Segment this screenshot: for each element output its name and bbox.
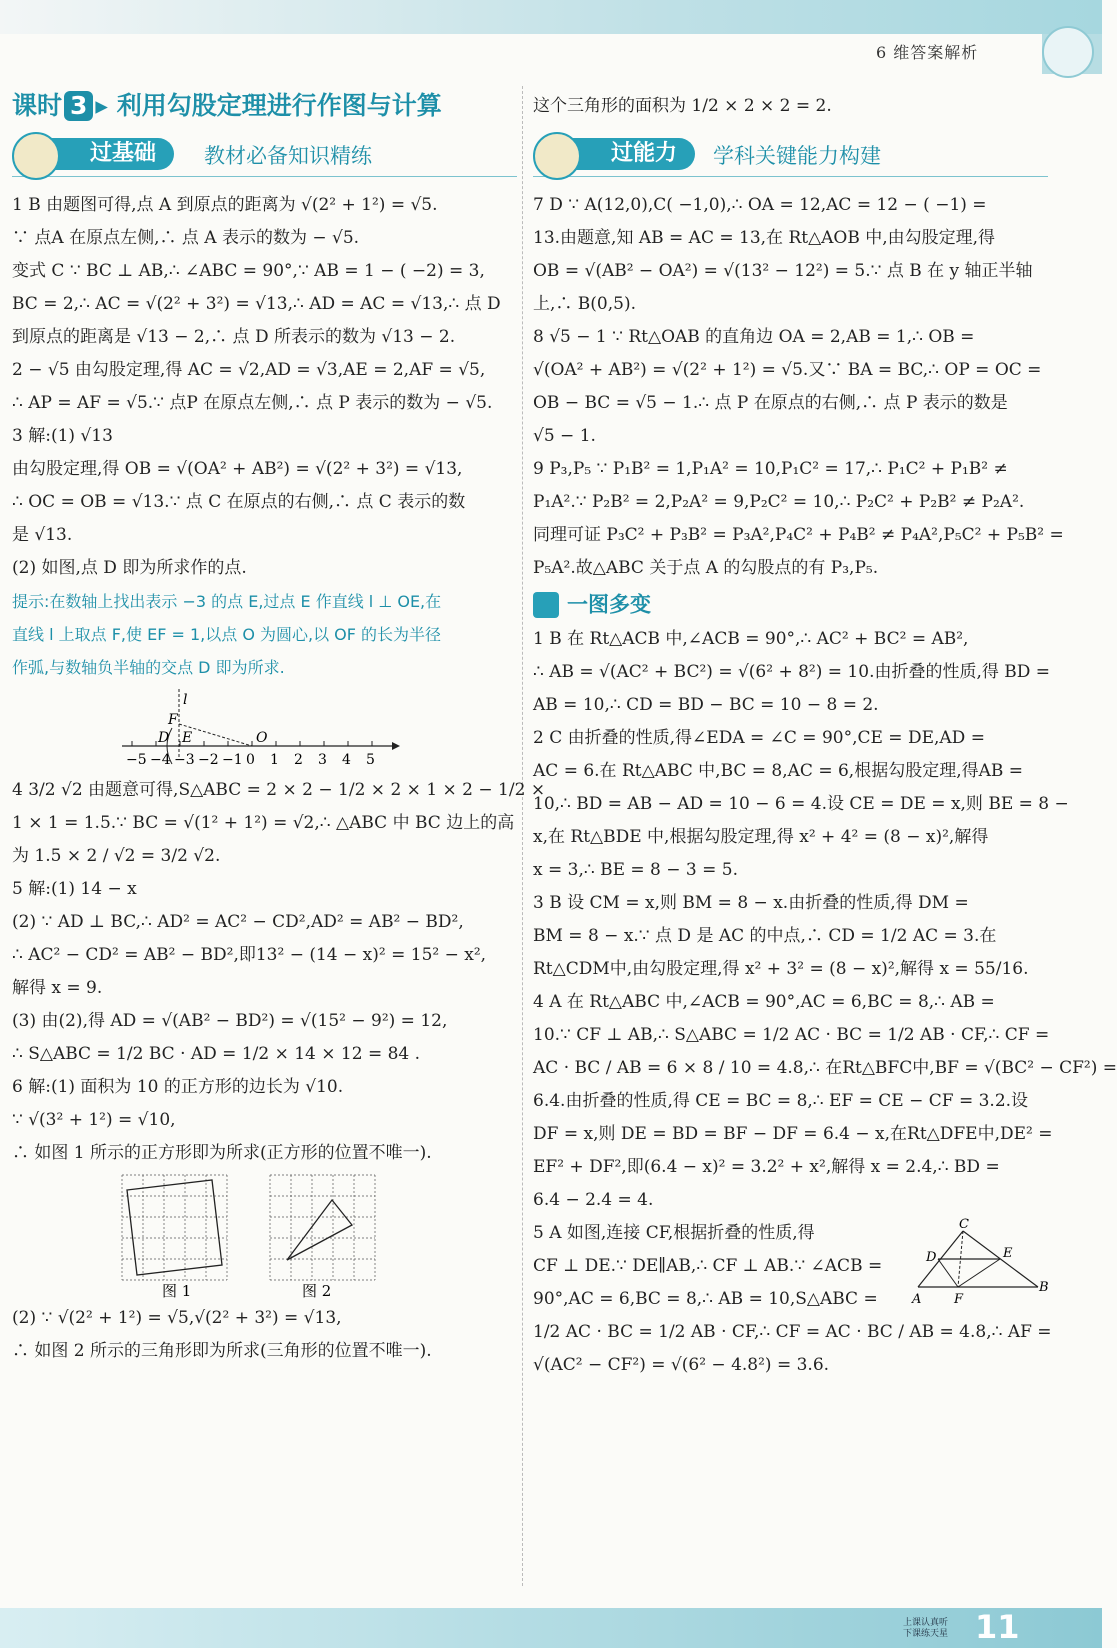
answer-line: 6 解:(1) 面积为 10 的正方形的边长为 √10. bbox=[12, 1077, 344, 1097]
label-e: E bbox=[182, 730, 193, 746]
footer-slogan-line1: 上课认真听 bbox=[903, 1618, 949, 1628]
segment-df bbox=[938, 1259, 958, 1287]
answer-line: P₁A².∵ P₂B² = 2,P₂A² = 9,P₂C² = 10,∴ P₂C² + P₂B² ≠ P₂A². bbox=[533, 492, 1025, 512]
section-ability-subtitle: 学科关键能力构建 bbox=[713, 144, 881, 168]
label-e: E bbox=[1003, 1246, 1013, 1261]
answer-line: 1 B 由题图可得,点 A 到原点的距离为 √(2² + 1²) = √5. bbox=[12, 195, 438, 215]
answer-line: ∴ 如图 2 所示的三角形即为所求(三角形的位置不唯一). bbox=[12, 1341, 432, 1361]
right-answers-block-1 bbox=[533, 189, 1064, 585]
answer-line: ∴ AP = AF = √5.∵ 点P 在原点左侧,∴ 点 P 表示的数为 − √5. bbox=[12, 393, 493, 413]
lesson-title-text: 利用勾股定理进行作图与计算 bbox=[116, 91, 442, 120]
answer-line: AC = 6.在 Rt△ABC 中,BC = 8,AC = 6,根据勾股定理,得AB = bbox=[533, 761, 1024, 781]
answer-line: x,在 Rt△BDE 中,根据勾股定理,得 x² + 4² = (8 − x)²,解得 bbox=[533, 827, 989, 847]
answer-line: (2) ∵ √(2² + 1²) = √5,√(2² + 3²) = √13, bbox=[12, 1308, 342, 1328]
answer-line: P₅A².故△ABC 关于点 A 的勾股点的有 P₃,P₅. bbox=[533, 558, 879, 578]
tick-label: −1 bbox=[222, 752, 243, 768]
label-b: B bbox=[1039, 1280, 1049, 1295]
section-basic-tag: 过基础 bbox=[32, 138, 174, 170]
answer-line: √(AC² − CF²) = √(6² − 4.8²) = 3.6. bbox=[533, 1355, 830, 1375]
tick-label: 4 bbox=[342, 752, 351, 768]
tip-line: 直线 l 上取点 F,使 EF = 1,以点 O 为圆心,以 OF 的长为半径 bbox=[12, 625, 442, 644]
answer-line: 10.∵ CF ⊥ AB,∴ S△ABC = 1/2 AC · BC = 1/2 AB · CF,∴ CF = bbox=[533, 1025, 1050, 1045]
tick-label: −4 bbox=[150, 752, 171, 768]
answer-line: OB − BC = √5 − 1.∴ 点 P 在原点的右侧,∴ 点 P 表示的数是 bbox=[533, 393, 1008, 413]
tip-line: 提示:在数轴上找出表示 −3 的点 E,过点 E 作直线 l ⊥ OE,在 bbox=[12, 592, 442, 611]
answer-line: Rt△CDM中,由勾股定理,得 x² + 3² = (8 − x)²,解得 x = 55/16. bbox=[533, 959, 1029, 979]
lesson-arrow-icon: ▸ bbox=[95, 91, 108, 120]
mascot-badge-icon bbox=[1042, 26, 1094, 78]
answer-line: CF ⊥ DE.∵ DE∥AB,∴ CF ⊥ AB.∵ ∠ACB = bbox=[533, 1256, 883, 1276]
answer-line: 8 √5 − 1 ∵ Rt△OAB 的直角边 OA = 2,AB = 1,∴ OB = bbox=[533, 327, 975, 347]
answer-line: 变式 C ∵ BC ⊥ AB,∴ ∠ABC = 90°,∵ AB = 1 − ( −2) = 3, bbox=[12, 261, 485, 281]
answer-line: 1 B 在 Rt△ACB 中,∠ACB = 90°,∴ AC² + BC² = AB², bbox=[533, 629, 969, 649]
answer-line: 4 3/2 √2 由题意可得,S△ABC = 2 × 2 − 1/2 × 2 × 1 × 2 − 1/2 × bbox=[12, 780, 546, 800]
left-answers-block-2 bbox=[12, 774, 546, 1170]
figure-2-grid bbox=[270, 1175, 375, 1280]
answer-line: 3 B 设 CM = x,则 BM = 8 − x.由折叠的性质,得 DM = bbox=[533, 893, 969, 913]
answer-line: ∴ AB = √(AC² + BC²) = √(6² + 8²) = 10.由折叠的性质,得 BD = bbox=[533, 662, 1051, 682]
figure-1-square bbox=[127, 1180, 222, 1275]
answer-line: 3 解:(1) √13 bbox=[12, 426, 113, 446]
answer-line: OB = √(AB² − OA²) = √(13² − 12²) = 5.∵ 点 B 在 y 轴正半轴 bbox=[533, 261, 1033, 281]
right-answers-block-2 bbox=[533, 623, 1117, 1217]
answer-line: 为 1.5 × 2 / √2 = 3/2 √2. bbox=[12, 846, 221, 866]
tick-label: −3 bbox=[174, 752, 195, 768]
mascot-icon bbox=[533, 132, 581, 180]
answer-line: √(OA² + AB²) = √(2² + 1²) = √5.又∵ BA = BC,∴ OP = OC = bbox=[533, 360, 1042, 380]
mascot-icon bbox=[12, 132, 60, 180]
section-ability-tag: 过能力 bbox=[553, 138, 695, 170]
left-answers-block-3 bbox=[12, 1302, 517, 1368]
tick-label: −5 bbox=[126, 752, 147, 768]
answer-line: (3) 由(2),得 AD = √(AB² − BD²) = √(15² − 9²) = 12, bbox=[12, 1011, 448, 1031]
answer-5-block bbox=[533, 1217, 1052, 1382]
label-c: C bbox=[959, 1217, 969, 1232]
answer-line: 1/2 AC · BC = 1/2 AB · CF,∴ CF = AC · BC / AB = 4.8,∴ AF = bbox=[533, 1322, 1052, 1342]
multi-variant-title: 一图多变 bbox=[567, 592, 651, 617]
section-basic-header bbox=[12, 136, 517, 177]
lesson-number: 3 bbox=[64, 91, 93, 121]
fold-triangle-figure bbox=[908, 1217, 1048, 1307]
figure-1-caption: 图 1 bbox=[162, 1282, 192, 1300]
label-d: D bbox=[926, 1250, 937, 1265]
answer-line: 2 − √5 由勾股定理,得 AC = √2,AD = √3,AE = 2,AF = √5, bbox=[12, 360, 486, 380]
axis-arrow-icon bbox=[392, 742, 400, 750]
answer-line: 1 × 1 = 1.5.∵ BC = √(1² + 1²) = √2,∴ △ABC 中 BC 边上的高 bbox=[12, 813, 515, 833]
answer-line: ∵ √(3² + 1²) = √10, bbox=[12, 1110, 176, 1130]
lesson-prefix: 课时 bbox=[12, 91, 63, 120]
answer-line: 6.4 − 2.4 = 4. bbox=[533, 1190, 654, 1210]
tick-label: 3 bbox=[318, 752, 327, 768]
answer-line: 上,∴ B(0,5). bbox=[533, 294, 637, 314]
answer-line: 5 A 如图,连接 CF,根据折叠的性质,得 bbox=[533, 1223, 815, 1243]
answer-line: ∵ 点A 在原点左侧,∴ 点 A 表示的数为 − √5. bbox=[12, 228, 360, 248]
answer-line: 13.由题意,知 AB = AC = 13,在 Rt△AOB 中,由勾股定理,得 bbox=[533, 228, 996, 248]
answer-line: 5 解:(1) 14 − x bbox=[12, 879, 137, 899]
label-l: l bbox=[183, 692, 188, 708]
grid-figures-svg bbox=[12, 1170, 512, 1302]
label-d: D bbox=[158, 730, 170, 746]
multi-variant-header bbox=[533, 587, 1048, 621]
answer-line: BM = 8 − x.∵ 点 D 是 AC 的中点,∴ CD = 1/2 AC = 3.在 bbox=[533, 926, 997, 946]
number-line-figure bbox=[12, 684, 517, 774]
answer-line: ∴ AC² − CD² = AB² − BD²,即13² − (14 − x)² = 15² − x², bbox=[12, 945, 487, 965]
tick-label: −2 bbox=[198, 752, 219, 768]
answer-line: 这个三角形的面积为 1/2 × 2 × 2 = 2. bbox=[533, 96, 832, 116]
label-f: F bbox=[954, 1292, 964, 1307]
label-a: A bbox=[912, 1292, 922, 1307]
tick-label: 1 bbox=[270, 752, 279, 768]
answer-line: (2) 如图,点 D 即为所求作的点. bbox=[12, 558, 247, 578]
answer-line: EF² + DF²,即(6.4 − x)² = 3.2² + x²,解得 x = 2.4,∴ BD = bbox=[533, 1157, 1000, 1177]
figure-2-triangle bbox=[287, 1200, 352, 1260]
answer-line: 90°,AC = 6,BC = 8,∴ AB = 10,S△ABC = bbox=[533, 1289, 878, 1309]
left-answers-block-1 bbox=[12, 189, 517, 684]
lesson-title bbox=[12, 86, 517, 130]
figure-1-grid bbox=[122, 1175, 227, 1280]
answer-line: 4 A 在 Rt△ABC 中,∠ACB = 90°,AC = 6,BC = 8,∴ AB = bbox=[533, 992, 995, 1012]
section-basic-subtitle: 教材必备知识精练 bbox=[204, 144, 372, 168]
answer-line: ∴ OC = OB = √13.∵ 点 C 在原点的右侧,∴ 点 C 表示的数 bbox=[12, 492, 466, 512]
answer-line: 到原点的距离是 √13 − 2,∴ 点 D 所表示的数为 √13 − 2. bbox=[12, 327, 456, 347]
grid-figures bbox=[12, 1170, 517, 1302]
answer-line: ∴ 如图 1 所示的正方形即为所求(正方形的位置不唯一). bbox=[12, 1143, 432, 1163]
answer-line: 是 √13. bbox=[12, 525, 73, 545]
answer-line: 由勾股定理,得 OB = √(OA² + AB²) = √(2² + 3²) = √13, bbox=[12, 459, 463, 479]
page-number: 11 bbox=[975, 1608, 1020, 1646]
tick-label: 2 bbox=[294, 752, 303, 768]
answer-line: 10,∴ BD = AB − AD = 10 − 6 = 4.设 CE = DE = x,则 BE = 8 − bbox=[533, 794, 1069, 814]
answer-line: AC · BC / AB = 6 × 8 / 10 = 4.8,∴ 在Rt△BFC中,BF = √(BC² − CF²) = bbox=[533, 1058, 1117, 1078]
header-brand: 6 维答案解析 bbox=[876, 43, 979, 62]
figure-2-caption: 图 2 bbox=[302, 1282, 332, 1300]
answer-line: BC = 2,∴ AC = √(2² + 3²) = √13,∴ AD = AC = √13,∴ 点 D bbox=[12, 294, 501, 314]
tick-label: 0 bbox=[246, 752, 255, 768]
segment-ef bbox=[958, 1259, 1000, 1287]
answer-line: x = 3,∴ BE = 8 − 3 = 5. bbox=[533, 860, 738, 880]
answer-line: 同理可证 P₃C² + P₃B² = P₃A²,P₄C² + P₄B² ≠ P₄A²,P₅C² + P₅B² = bbox=[533, 525, 1064, 545]
answer-line: (2) ∵ AD ⊥ BC,∴ AD² = AC² − CD²,AD² = AB² − BD², bbox=[12, 912, 464, 932]
section-ability-header bbox=[533, 136, 1048, 177]
left-column bbox=[12, 86, 546, 1368]
tick-label: 5 bbox=[366, 752, 375, 768]
column-divider bbox=[522, 86, 523, 1586]
label-o: O bbox=[256, 730, 268, 746]
answer-line: √5 − 1. bbox=[533, 426, 596, 446]
answer-line: 2 C 由折叠的性质,得∠EDA = ∠C = 90°,CE = DE,AD = bbox=[533, 728, 985, 748]
variant-icon bbox=[533, 592, 559, 618]
right-column bbox=[533, 86, 1117, 1382]
answer-line: AB = 10,∴ CD = BD − BC = 10 − 8 = 2. bbox=[533, 695, 879, 715]
answer-line: 7 D ∵ A(12,0),C( −1,0),∴ OA = 12,AC = 12 − ( −1) = bbox=[533, 195, 987, 215]
footer-slogan bbox=[903, 1618, 948, 1640]
answer-line: DF = x,则 DE = BD = BF − DF = 6.4 − x,在Rt△DFE中,DE² = bbox=[533, 1124, 1053, 1144]
label-f: F bbox=[168, 712, 178, 728]
top-banner bbox=[0, 0, 1102, 34]
footer-slogan-line2: 下课练天星 bbox=[903, 1629, 949, 1639]
answer-line: 解得 x = 9. bbox=[12, 978, 103, 998]
answer-line: 9 P₃,P₅ ∵ P₁B² = 1,P₁A² = 10,P₁C² = 17,∴ P₁C² + P₁B² ≠ bbox=[533, 459, 1008, 479]
number-line-svg bbox=[12, 684, 512, 774]
tip-line: 作弧,与数轴负半轴的交点 D 即为所求. bbox=[12, 658, 285, 677]
answer-line: ∴ S△ABC = 1/2 BC · AD = 1/2 × 14 × 12 = 84 . bbox=[12, 1044, 421, 1064]
answer-line: 6.4.由折叠的性质,得 CE = BC = 8,∴ EF = CE − CF = 3.2.设 bbox=[533, 1091, 1029, 1111]
